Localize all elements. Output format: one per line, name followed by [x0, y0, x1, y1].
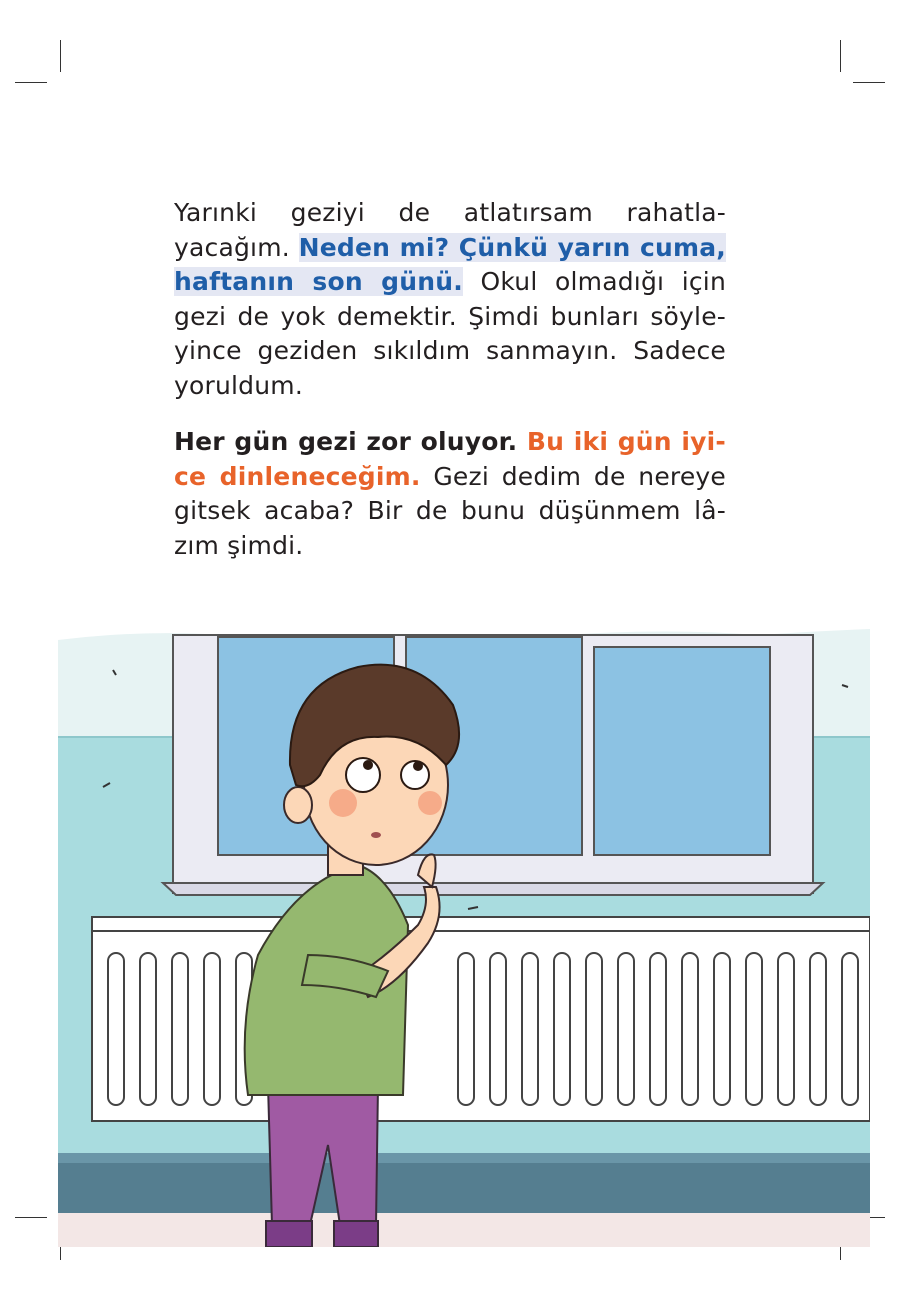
paragraph-2-bold: Her gün gezi zor oluyor. — [174, 427, 518, 456]
paragraph-1-text-b: Okul olmadığı için gezi de yok demektir. Şimdi bunları söyle-yince geziden sıkıldım sanmayın. Sadece yoruldum. — [174, 267, 726, 400]
paragraph-1 — [174, 196, 726, 403]
paragraph-2 — [174, 425, 726, 563]
crop-mark-top-left-v — [60, 40, 61, 72]
paragraph-1-text-a: Yarınki geziyi de atlatırsam rahatla-yacağım. — [174, 198, 726, 262]
floor — [58, 1213, 870, 1247]
story-text — [174, 196, 726, 563]
window-icon — [163, 635, 823, 895]
paragraph-2-text: Gezi dedim de nereye gitsek acaba? Bir de bunu düşünmem lâ-zım şimdi. — [174, 461, 726, 560]
crop-mark-top-right-v — [840, 40, 841, 72]
boy-thinking-illustration — [58, 625, 870, 1247]
paragraph-2-highlight: Bu iki gün iyi-ce dinleneceğim. — [174, 427, 726, 491]
crop-mark-top-left-h — [15, 82, 47, 83]
radiator-icon — [92, 917, 870, 1121]
paragraph-1-highlight: Neden mi? Çünkü yarın cuma, haftanın son günü. — [174, 232, 726, 296]
crop-mark-bottom-left-h — [15, 1217, 47, 1218]
crop-mark-top-right-h — [853, 82, 885, 83]
